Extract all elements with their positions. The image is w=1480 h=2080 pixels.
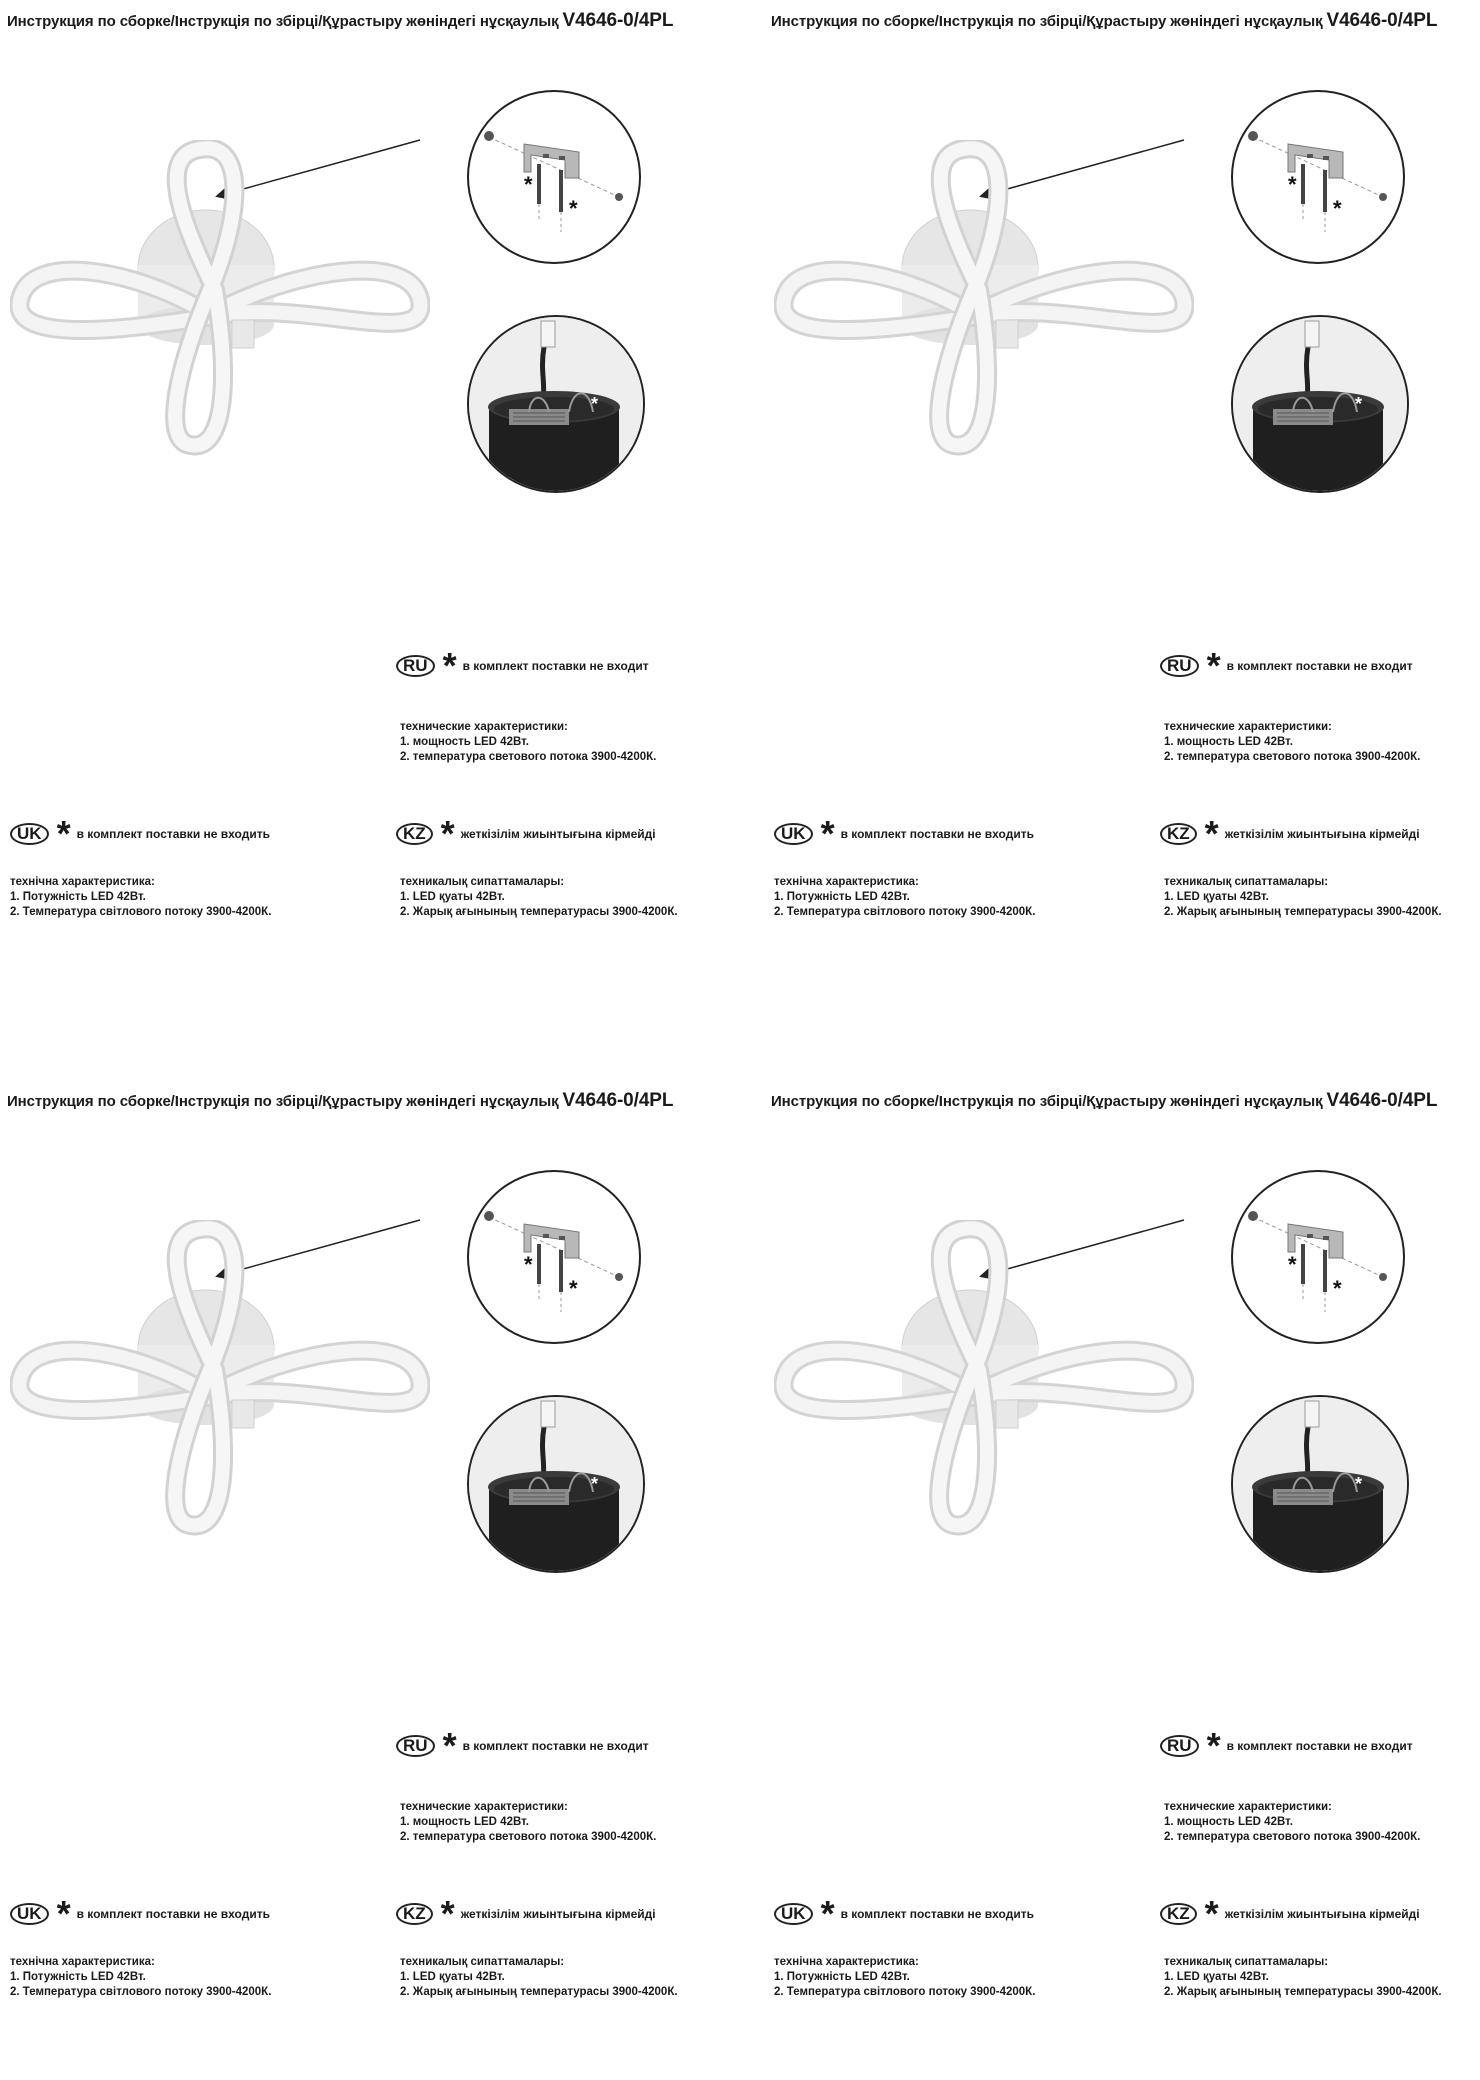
uk-specs <box>10 1955 271 2000</box>
uk-badge: UK <box>10 1903 49 1925</box>
page-title <box>771 1090 1437 1112</box>
ru-badge: RU <box>396 655 435 677</box>
page-title <box>771 10 1437 32</box>
ru-specs-title: технические характеристики: <box>400 1801 568 1813</box>
uk-note-text: в комплект поставки не входить <box>76 1907 270 1921</box>
kz-badge: KZ <box>1160 823 1197 845</box>
kz-note <box>1160 813 1420 854</box>
mounting-bracket-detail <box>467 1170 641 1344</box>
ru-badge: RU <box>396 1735 435 1757</box>
lamp-illustration <box>774 1220 1194 1540</box>
uk-note <box>10 813 270 854</box>
uk-spec-2: 2. Температура світлового потоку 3900-4200К. <box>10 1986 272 1998</box>
uk-note-text: в комплект поставки не входить <box>840 1907 1034 1921</box>
lamp-illustration <box>774 140 1194 460</box>
uk-spec-1: 1. Потужність LED 42Вт. <box>774 1971 910 1983</box>
kz-specs-title: техникалық сипаттамалары: <box>1164 1956 1329 1968</box>
ru-badge: RU <box>1160 1735 1199 1757</box>
kz-specs-title: техникалық сипаттамалары: <box>400 876 565 888</box>
ru-spec-2: 2. температура светового потока 3900-4200К. <box>1164 1831 1421 1843</box>
bracket-star-1: * <box>1288 172 1297 197</box>
kz-note <box>396 1893 656 1934</box>
driver-box-detail <box>1231 1395 1409 1573</box>
ru-spec-1: 1. мощность LED 42Вт. <box>1164 1816 1293 1828</box>
bracket-star-1: * <box>524 1252 533 1277</box>
kz-specs <box>1164 875 1442 920</box>
bracket-star-1: * <box>1288 1252 1297 1277</box>
uk-specs-title: технічна характеристика: <box>10 876 155 888</box>
ru-note-text: в комплект поставки не входит <box>1226 659 1413 673</box>
ru-star: * <box>442 1725 457 1766</box>
uk-spec-1: 1. Потужність LED 42Вт. <box>10 1971 146 1983</box>
kz-note <box>1160 1893 1420 1934</box>
uk-star: * <box>56 813 71 854</box>
kz-badge: KZ <box>396 823 433 845</box>
uk-badge: UK <box>774 823 813 845</box>
model-number: V4646-0/4PL <box>562 1090 674 1111</box>
uk-specs <box>774 1955 1035 2000</box>
bracket-star-2: * <box>569 196 578 221</box>
title-text: Инструкция по сборке/Інструкція по збірці/Құрастыру жөніндегі нұсқаулық <box>771 13 1323 30</box>
bracket-star-2: * <box>1333 196 1342 221</box>
ru-spec-2: 2. температура светового потока 3900-4200К. <box>400 751 657 763</box>
ru-specs <box>1164 720 1420 765</box>
kz-spec-2: 2. Жарық ағынының температурасы 3900-4200К. <box>400 1986 678 1998</box>
kz-specs-title: техникалық сипаттамалары: <box>400 1956 565 1968</box>
ru-specs <box>400 1800 656 1845</box>
ru-specs-title: технические характеристики: <box>1164 721 1332 733</box>
kz-star: * <box>440 1893 455 1934</box>
kz-spec-1: 1. LED қуаты 42Вт. <box>1164 891 1269 903</box>
model-number: V4646-0/4PL <box>1326 1090 1438 1111</box>
uk-spec-1: 1. Потужність LED 42Вт. <box>774 891 910 903</box>
box-star: * <box>1355 1474 1363 1494</box>
uk-star: * <box>820 813 835 854</box>
uk-note-text: в комплект поставки не входить <box>840 827 1034 841</box>
mounting-bracket-detail <box>1231 1170 1405 1344</box>
kz-spec-1: 1. LED қуаты 42Вт. <box>400 891 505 903</box>
uk-note <box>774 1893 1034 1934</box>
uk-specs-title: технічна характеристика: <box>774 1956 919 1968</box>
box-star: * <box>1355 394 1363 414</box>
ru-star: * <box>1206 1725 1221 1766</box>
ru-spec-2: 2. температура светового потока 3900-4200К. <box>1164 751 1421 763</box>
kz-spec-1: 1. LED қуаты 42Вт. <box>400 1971 505 1983</box>
kz-spec-2: 2. Жарық ағынының температурасы 3900-4200К. <box>400 906 678 918</box>
uk-specs-title: технічна характеристика: <box>10 1956 155 1968</box>
kz-specs <box>1164 1955 1442 2000</box>
box-star: * <box>591 1474 599 1494</box>
ru-note <box>396 1725 649 1766</box>
ru-spec-1: 1. мощность LED 42Вт. <box>1164 736 1293 748</box>
uk-specs <box>774 875 1035 920</box>
kz-star: * <box>1204 1893 1219 1934</box>
ru-note-text: в комплект поставки не входит <box>462 1739 649 1753</box>
bracket-star-2: * <box>569 1276 578 1301</box>
uk-star: * <box>56 1893 71 1934</box>
kz-note-text: жеткізілім жиынтығына кірмейді <box>1224 827 1420 841</box>
instruction-panel <box>764 0 1480 1000</box>
kz-spec-1: 1. LED қуаты 42Вт. <box>1164 1971 1269 1983</box>
bracket-star-2: * <box>1333 1276 1342 1301</box>
kz-note-text: жеткізілім жиынтығына кірмейді <box>460 1907 656 1921</box>
ru-star: * <box>442 645 457 686</box>
uk-note-text: в комплект поставки не входить <box>76 827 270 841</box>
instruction-panel <box>0 0 740 1000</box>
kz-specs <box>400 1955 678 2000</box>
ru-star: * <box>1206 645 1221 686</box>
uk-spec-2: 2. Температура світлового потоку 3900-4200К. <box>774 906 1036 918</box>
model-number: V4646-0/4PL <box>1326 10 1438 31</box>
title-text: Инструкция по сборке/Інструкція по збірці/Құрастыру жөніндегі нұсқаулық <box>7 1093 559 1110</box>
ru-note-text: в комплект поставки не входит <box>462 659 649 673</box>
kz-specs <box>400 875 678 920</box>
ru-specs <box>1164 1800 1420 1845</box>
driver-box-detail <box>467 1395 645 1573</box>
driver-box-detail <box>467 315 645 493</box>
title-text: Инструкция по сборке/Інструкція по збірці/Құрастыру жөніндегі нұсқаулық <box>7 13 559 30</box>
ru-note-text: в комплект поставки не входит <box>1226 1739 1413 1753</box>
page-title <box>7 10 673 32</box>
ru-specs-title: технические характеристики: <box>400 721 568 733</box>
mounting-bracket-detail <box>1231 90 1405 264</box>
ru-spec-1: 1. мощность LED 42Вт. <box>400 736 529 748</box>
ru-note <box>396 645 649 686</box>
ru-note <box>1160 1725 1413 1766</box>
uk-spec-2: 2. Температура світлового потоку 3900-4200К. <box>10 906 272 918</box>
mounting-bracket-detail <box>467 90 641 264</box>
uk-note <box>10 1893 270 1934</box>
ru-specs <box>400 720 656 765</box>
uk-spec-2: 2. Температура світлового потоку 3900-4200К. <box>774 1986 1036 1998</box>
bracket-star-1: * <box>524 172 533 197</box>
uk-badge: UK <box>10 823 49 845</box>
kz-note <box>396 813 656 854</box>
model-number: V4646-0/4PL <box>562 10 674 31</box>
box-star: * <box>591 394 599 414</box>
kz-star: * <box>1204 813 1219 854</box>
lamp-illustration <box>10 1220 430 1540</box>
kz-specs-title: техникалық сипаттамалары: <box>1164 876 1329 888</box>
ru-note <box>1160 645 1413 686</box>
ru-specs-title: технические характеристики: <box>1164 1801 1332 1813</box>
title-text: Инструкция по сборке/Інструкція по збірці/Құрастыру жөніндегі нұсқаулық <box>771 1093 1323 1110</box>
kz-spec-2: 2. Жарық ағынының температурасы 3900-4200К. <box>1164 906 1442 918</box>
lamp-illustration <box>10 140 430 460</box>
page-title <box>7 1090 673 1112</box>
driver-box-detail <box>1231 315 1409 493</box>
ru-badge: RU <box>1160 655 1199 677</box>
uk-specs <box>10 875 271 920</box>
kz-note-text: жеткізілім жиынтығына кірмейді <box>460 827 656 841</box>
ru-spec-2: 2. температура светового потока 3900-4200К. <box>400 1831 657 1843</box>
uk-badge: UK <box>774 1903 813 1925</box>
kz-spec-2: 2. Жарық ағынының температурасы 3900-4200К. <box>1164 1986 1442 1998</box>
instruction-panel <box>0 1080 740 2080</box>
uk-note <box>774 813 1034 854</box>
ru-spec-1: 1. мощность LED 42Вт. <box>400 1816 529 1828</box>
kz-note-text: жеткізілім жиынтығына кірмейді <box>1224 1907 1420 1921</box>
uk-spec-1: 1. Потужність LED 42Вт. <box>10 891 146 903</box>
instruction-panel <box>764 1080 1480 2080</box>
uk-specs-title: технічна характеристика: <box>774 876 919 888</box>
kz-badge: KZ <box>396 1903 433 1925</box>
uk-star: * <box>820 1893 835 1934</box>
kz-star: * <box>440 813 455 854</box>
kz-badge: KZ <box>1160 1903 1197 1925</box>
